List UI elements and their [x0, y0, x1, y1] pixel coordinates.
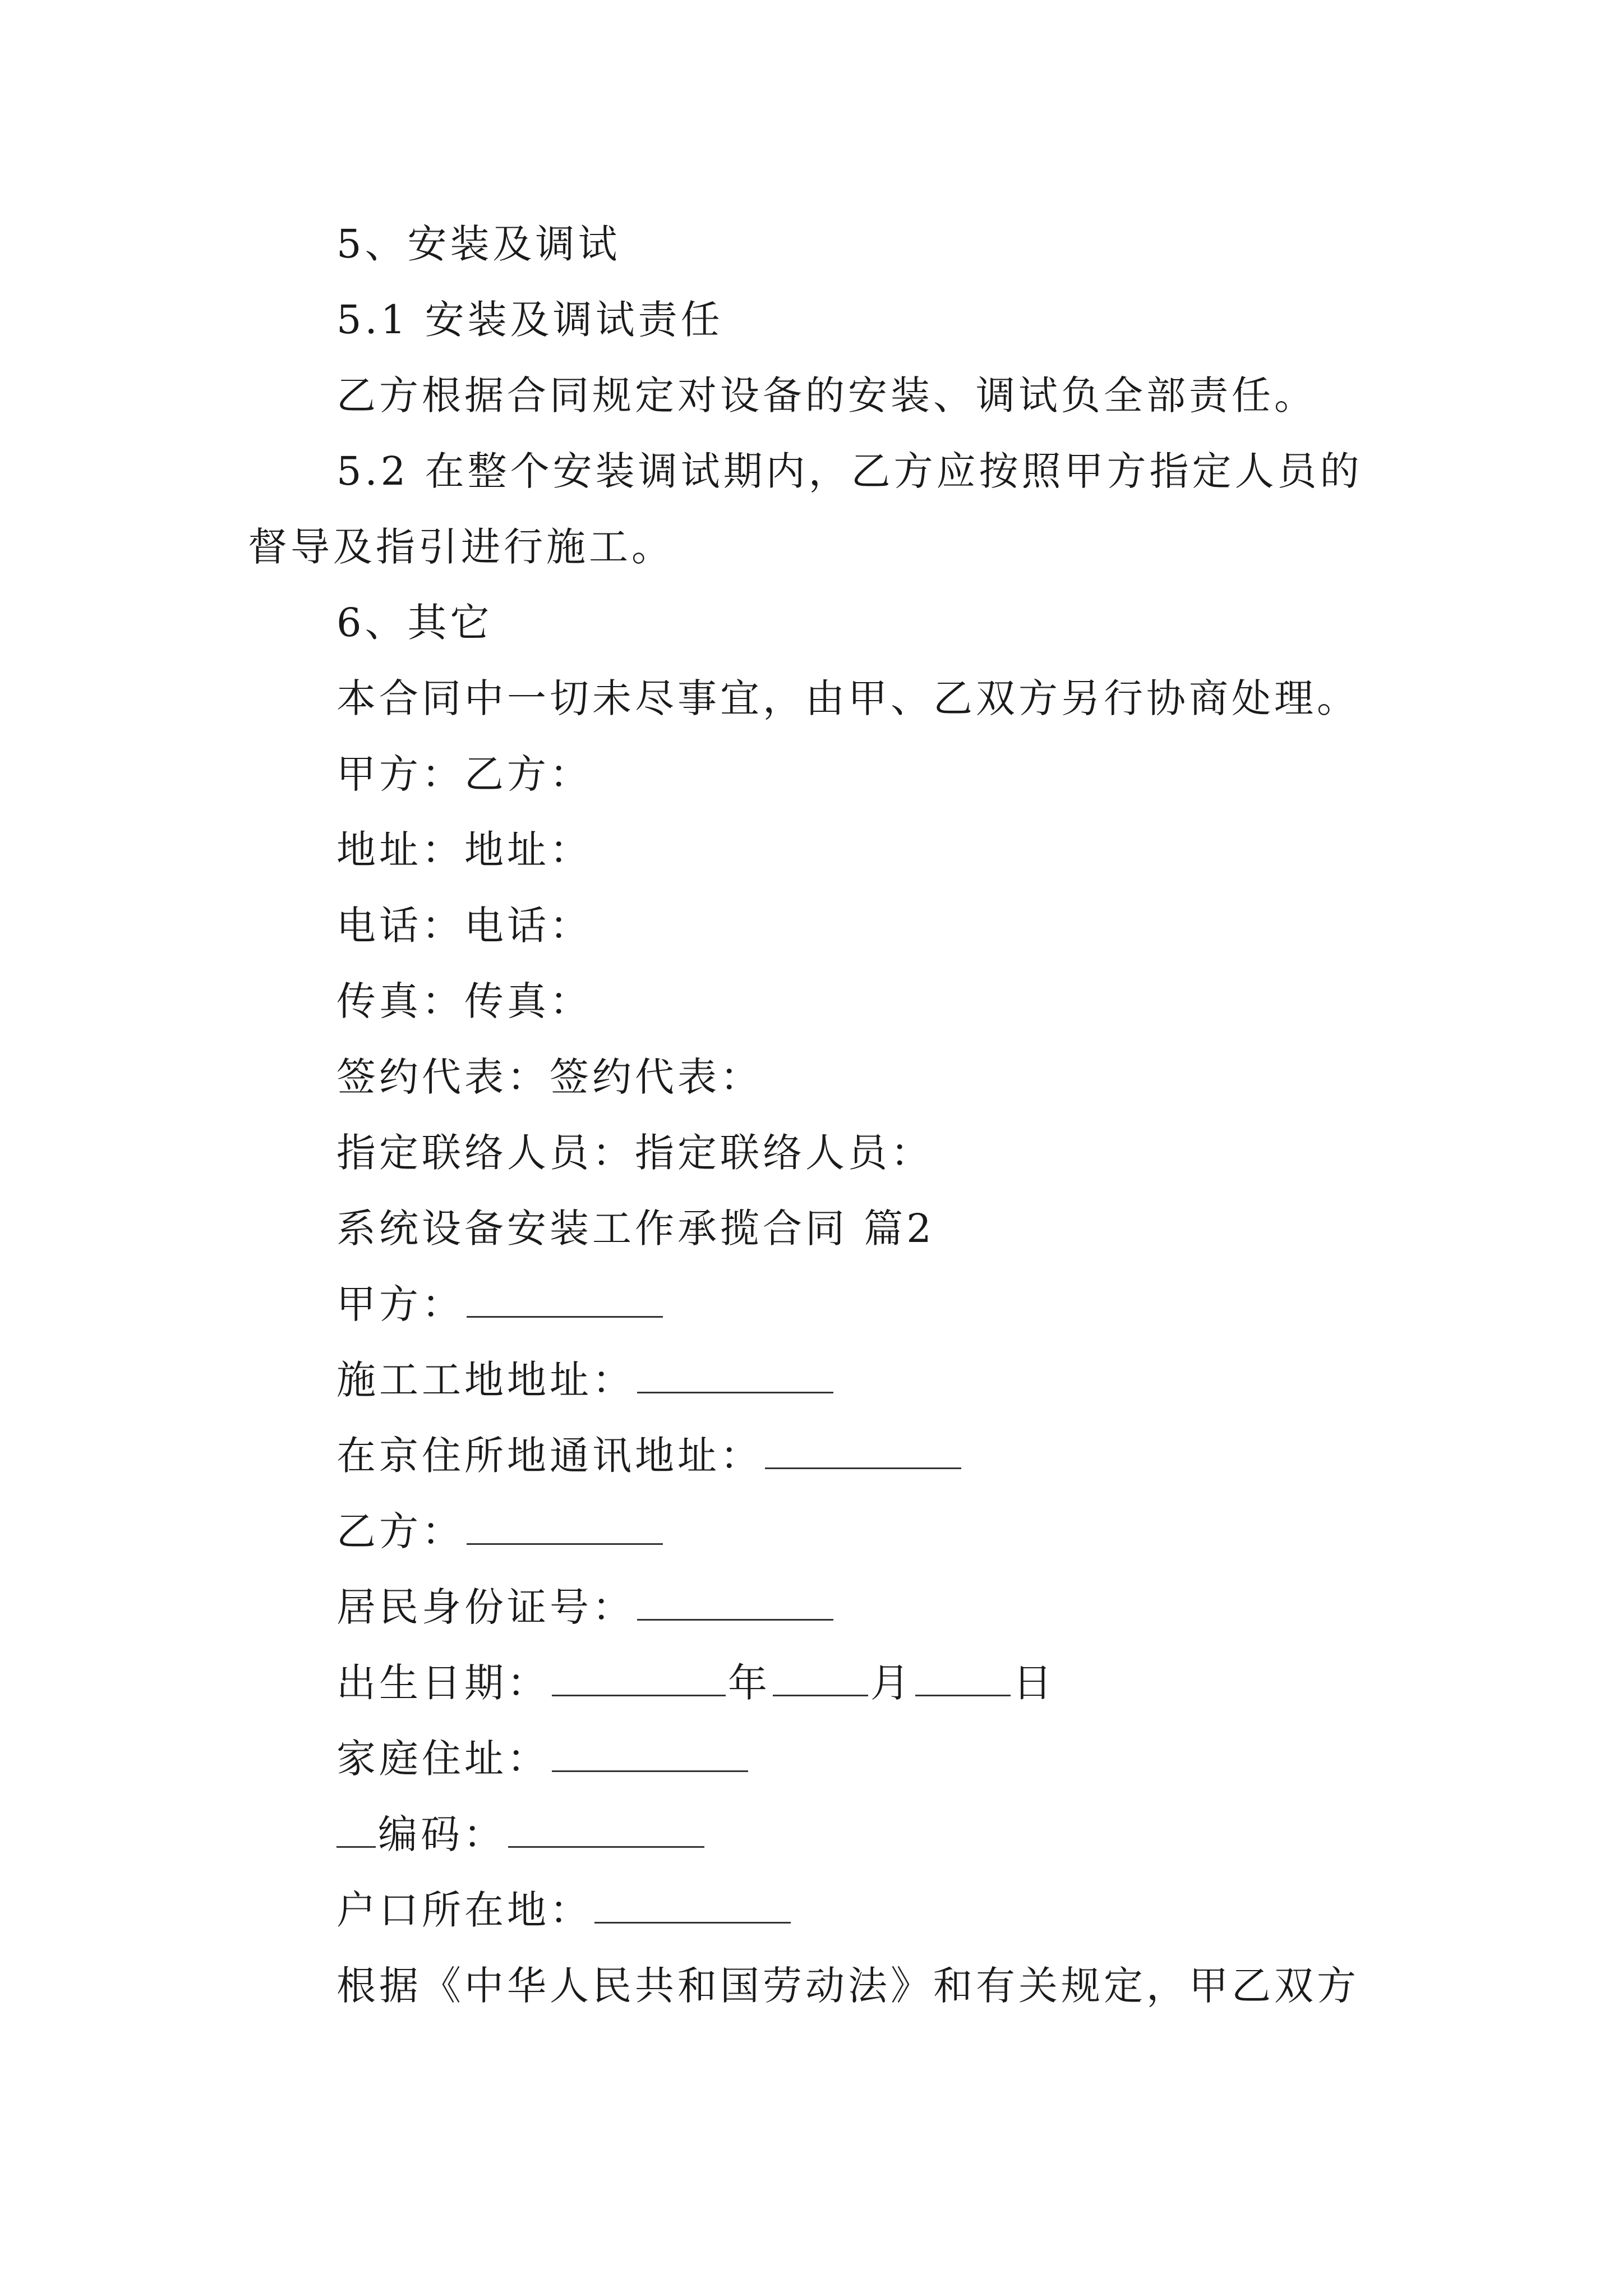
contract-title-part2: 系统设备安装工作承揽合同 篇2 — [336, 1205, 935, 1251]
form-home-address — [336, 1731, 750, 1787]
birth-day-blank[interactable] — [915, 1661, 1011, 1696]
signature-party: 甲方：乙方： — [336, 751, 592, 797]
form-birth-date — [336, 1655, 1055, 1711]
signature-representative: 签约代表：签约代表： — [336, 1054, 763, 1100]
subsection-heading-responsibility: 5.1 安装及调试责任 — [336, 297, 723, 343]
form-party-a-label: 甲方： — [336, 1281, 464, 1327]
form-site-address — [336, 1352, 836, 1408]
form-beijing-address — [336, 1428, 963, 1484]
form-hukou-label: 户口所在地： — [336, 1887, 592, 1933]
party-a-blank[interactable] — [467, 1282, 663, 1318]
signature-fax: 传真：传真： — [336, 978, 592, 1024]
beijing-address-blank[interactable] — [765, 1434, 961, 1469]
paragraph-labor-law: 根据《中华人民共和国劳动法》和有关规定，甲乙双方 — [336, 1963, 1359, 2009]
signature-contact: 指定联络人员：指定联络人员： — [336, 1130, 933, 1176]
paragraph-responsibility: 乙方根据合同规定对设备的安装、调试负全部责任。 — [336, 372, 1317, 418]
section-heading-install: 5、安装及调试 — [336, 221, 621, 267]
paragraph-supervision-line2: 督导及指引进行施工。 — [248, 524, 674, 570]
paragraph-supervision-line1: 5.2 在整个安装调试期内，乙方应按照甲方指定人员的 — [336, 448, 1363, 494]
hukou-blank[interactable] — [594, 1888, 791, 1924]
postcode-prefix-blank[interactable] — [336, 1812, 376, 1848]
form-birth-label: 出生日期： — [336, 1660, 550, 1706]
birth-year-blank[interactable] — [552, 1661, 726, 1696]
form-id-number-label: 居民身份证号： — [336, 1584, 635, 1630]
birth-month-blank[interactable] — [773, 1661, 868, 1696]
birth-day-unit: 日 — [1013, 1660, 1055, 1706]
signature-address: 地址：地址： — [336, 827, 592, 873]
form-hukou — [336, 1882, 793, 1938]
form-site-address-label: 施工工地地址： — [336, 1357, 635, 1403]
id-number-blank[interactable] — [637, 1585, 833, 1621]
form-beijing-address-label: 在京住所地通讯地址： — [336, 1433, 763, 1479]
party-b-blank[interactable] — [467, 1510, 663, 1545]
paragraph-other: 本合同中一切未尽事宜，由甲、乙双方另行协商处理。 — [336, 675, 1359, 721]
birth-year-unit: 年 — [728, 1660, 771, 1706]
form-party-b-label: 乙方： — [336, 1508, 464, 1554]
form-party-b — [336, 1503, 665, 1559]
signature-phone: 电话：电话： — [336, 903, 592, 949]
section-heading-other: 6、其它 — [336, 600, 493, 646]
site-address-blank[interactable] — [637, 1358, 833, 1393]
form-id-number — [336, 1579, 836, 1635]
form-party-a — [336, 1276, 665, 1332]
form-postcode — [336, 1806, 707, 1862]
form-postcode-label: 编码： — [378, 1811, 506, 1857]
postcode-blank[interactable] — [508, 1812, 704, 1848]
home-address-blank[interactable] — [552, 1737, 748, 1772]
form-home-address-label: 家庭住址： — [336, 1736, 550, 1782]
birth-month-unit: 月 — [870, 1660, 913, 1706]
